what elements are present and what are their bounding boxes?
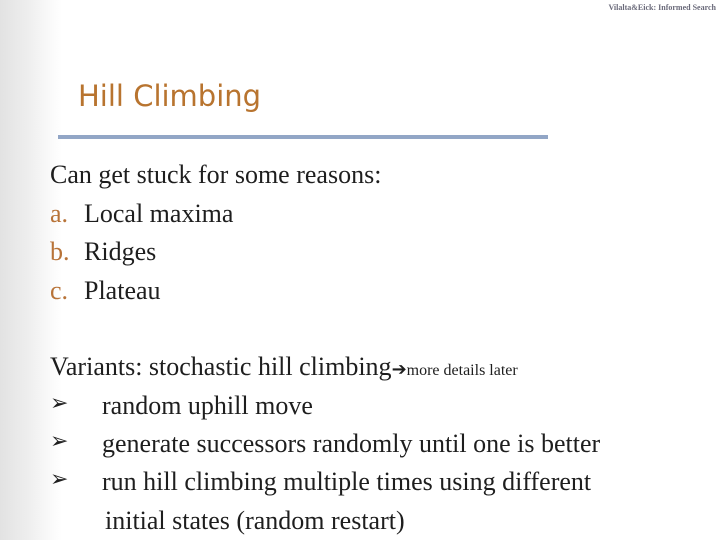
header-note: Vilalta&Eick: Informed Search — [608, 3, 716, 12]
list-item — [50, 469, 718, 499]
variants-intro-line — [50, 354, 518, 380]
title-divider — [58, 135, 548, 139]
bullet-text: random uphill move — [102, 391, 313, 420]
arrowhead-bullet-icon: ➢ — [50, 391, 69, 416]
list-marker: c. — [50, 276, 69, 305]
arrowhead-bullet-icon: ➢ — [50, 467, 69, 492]
list-item-text: Local maxima — [84, 199, 234, 228]
list-item-text: Ridges — [84, 237, 157, 266]
variants-intro: Variants: stochastic hill climbing — [50, 352, 392, 381]
bullet-text: run hill climbing multiple times using different — [102, 467, 592, 496]
arrowhead-bullet-icon: ➢ — [50, 429, 69, 454]
variants-note: more details later — [406, 362, 518, 379]
list-item — [50, 239, 156, 265]
bullet-continuation: initial states (random restart) — [105, 506, 405, 535]
right-arrow-icon: ➔ — [391, 359, 407, 380]
list-item — [50, 278, 161, 304]
list-marker: b. — [50, 237, 70, 266]
bullet-text: generate successors randomly until one is better — [102, 429, 601, 458]
list-item — [50, 431, 718, 461]
list-item — [50, 201, 233, 227]
list-marker: a. — [50, 199, 69, 228]
slide-title: Hill Climbing — [78, 79, 262, 113]
list-item-text: Plateau — [84, 276, 161, 305]
list-item — [50, 393, 718, 423]
stuck-intro: Can get stuck for some reasons: — [50, 160, 382, 189]
